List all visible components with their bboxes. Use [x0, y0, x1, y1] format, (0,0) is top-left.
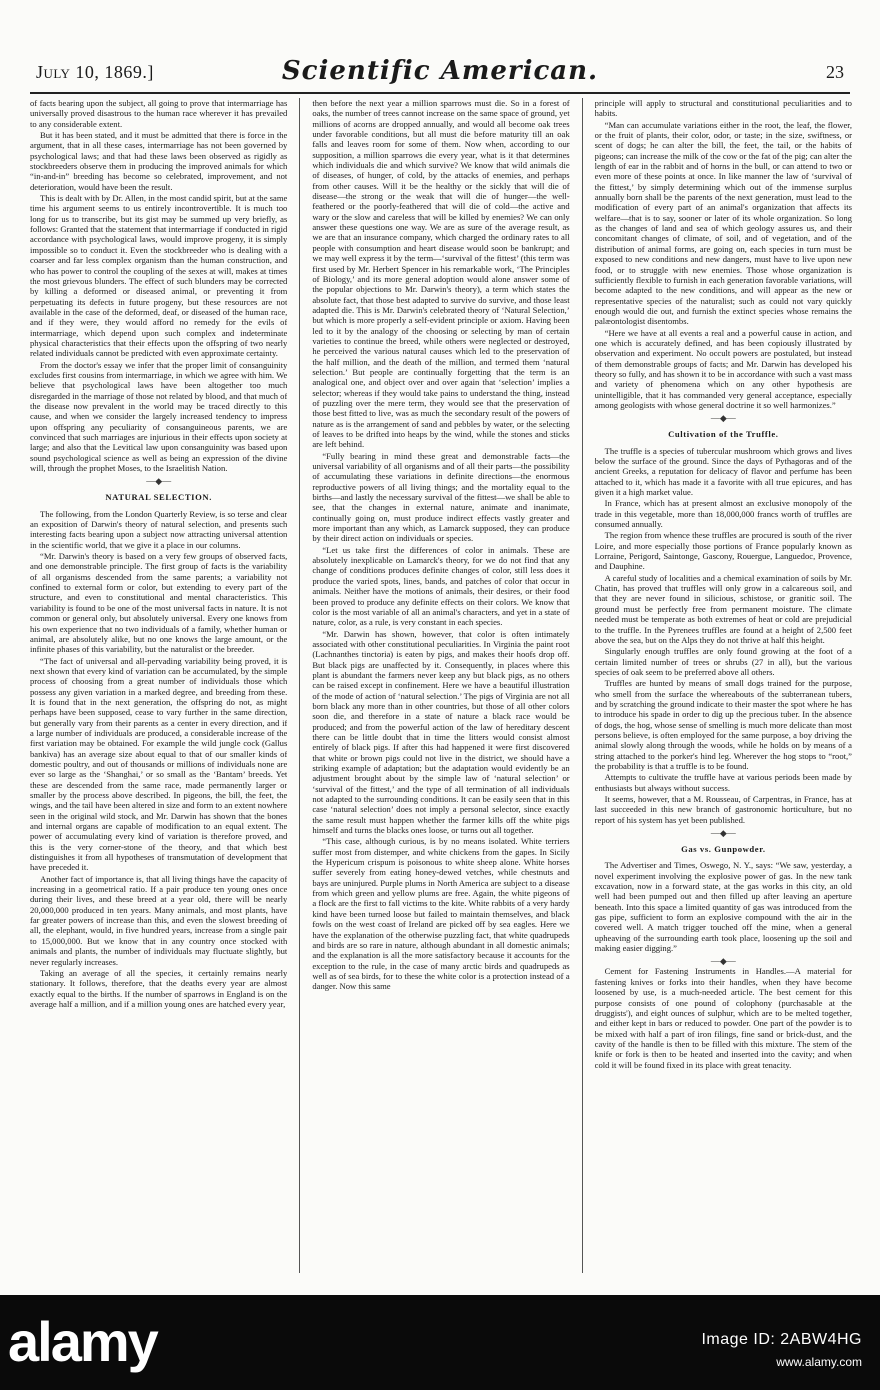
column-3 [595, 98, 852, 1273]
paragraph: From the doctor's essay we infer that the proper limit of consanguinity excludes first cousins from intermarriage, in which we agree with him. We believe that psychological laws have been altogether too much disregarded in the marriage of those not related by blood, and that much of the disease now prevalent in the world may be traced directly to this cause, and when we consider the largely increased tendency to impress upon offspring any peculiarity of consanguineous parents, we are convinced that such marriages are injurious in their effects upon society at large; and also that the Levitical law upon consanguinity was based upon sound psychological science as well as being an expression of the divine will, through the prophet Moses, to the Israelitish Nation. [30, 359, 288, 474]
site-url-label: www.alamy.com [776, 1355, 862, 1369]
section-ornament: —◆— [146, 476, 172, 487]
paragraph: Truffles are hunted by means of small dogs trained for the purpose, who smell from the surface the whereabouts of the subterranean tubers, and by scratching the ground indicate to their master the spot where he has to introduce his spade in order to dig up the precious tuber. In the absence of dogs, the hog, whose sense of smelling is much more delicate than most persons believe, is often employed for the same purpose, a boy driving the animal slowly along through the woods, while he holds on by means of a string attached to the porker's hind leg. Wherever the hog stops to “root,” the probability is that a truffle is to be found. [594, 678, 852, 771]
image-id-label: Image ID: 2ABW4HG [701, 1331, 862, 1348]
alamy-logo: alamy [8, 1310, 157, 1373]
paragraph: A careful study of localities and a chemical examination of soils by Mr. Chatin, has proved that truffles will only grow in a calcareous soil, and that they are never found in silicious, schistose, or granitic soil. The ground must be perfectly free from permanent moisture. The climate needed must be temperate as both extremes of heat or cold are prejudicial to the truffle. In the Pyrenees truffles are found at a height of 2,500 feet above the sea, but on the Alps they do not thrive at half this height. [594, 572, 852, 645]
section-heading-truffle: Cultivation of the Truffle. [668, 429, 779, 440]
section-heading-gas: Gas vs. Gunpowder. [681, 844, 766, 855]
paragraph: The Advertiser and Times, Oswego, N. Y., says: “We saw, yesterday, a novel experiment involving the explosive power of gas. In the new tank excavation, now in a forward state, at the gas works in this city, an old well had been pumped out and then filled up after leaving an aperture beneath. Into this space a limited quantity of gas was introduced from the gas pipe, sufficient to form an explosive compound with the air in the covered well. A match trigger touched off the mine, when a general upheaving of the surrounding earth took place, loosening up the soil and making easier digging.” [594, 860, 852, 954]
section-ornament: —◆— [710, 956, 736, 967]
column-2 [312, 98, 569, 1273]
paragraph: “This case, although curious, is by no means isolated. White terriers suffer most from distemper, and white chickens from the gapes. In Sicily the Hypericum crispum is poisonous to white sheep alone. White horses suffer severely from eating honey-dewed vetches, while chestnuts and bays are uninjured. Purple plums in North America are subject to a disease from which green and yellow plums are free. Again, the white pigeons of a flock are the first to fall victims to the kite. White rabbits of a very hardy kind have been turned loose but failed to maintain themselves, and black fowls on the west coast of Ireland are picked off by sea eagles. Here we have the explanation of the otherwise puzzling fact, that white quadrupeds and birds are so rare in nature, although abundant in all domestic animals; and the explanation is all the more satisfactory because it accounts for the exception to the rule, in the case of many arctic birds and quadrupeds as well as of sea birds, for to these the white color is a protection instead of a danger. Now this same [312, 836, 570, 992]
paragraph: “Mr. Darwin's theory is based on a very few groups of observed facts, and one demonstrable principle. The first group of facts is the variability of all organisms descended from the same parents; a variability not confined to external form or color, but extending to every part of the structure, and even to constitutional and mental characteristics. This variability is found to be one of the most universal facts in nature. It is not common or general only, but absolutely universal. Every one knows from his own experience that no two individuals of a family, whether human or animal, are absolutely alike, but no one knows the large amount, or the infinite phases of this variability, but the naturalist or the breeder. [30, 551, 288, 655]
paragraph: But it has been stated, and it must be admitted that there is force in the argument, that in all these cases, intermarriage has not been governed by psychological laws; and that had these laws been observed as rigidly as stockbreeders observe them in producing the improved animals for which “in-and-in” breeding has become so celebrated, improvement, and not deterioration, would have been the result. [30, 130, 288, 192]
section-ornament: —◆— [710, 413, 736, 424]
paragraph: Cement for Fastening Instruments in Handles.—A material for fastening knives or forks into their handles, when they have become loosened by use, is a much-needed article. The best cement for this purpose consists of one pound of colophony (purchasable at the druggists'), and eight ounces of sulphur, which are to be melted together, and either kept in bars or reduced to powder. One part of the powder is to be mixed with half a part of iron filings, fine sand or brick-dust, and the cavity of the handle is then to be filled with this mixture. The stem of the knife or fork is then to be heated and inserted into the cavity; and when cold it will be found fixed in its place with great tenacity. [594, 966, 852, 1070]
page-number: 23 [826, 62, 844, 82]
column-divider [582, 98, 583, 1273]
paragraph: Attempts to cultivate the truffle have at various periods been made by enthusiasts but always without success. [594, 772, 852, 793]
paragraph: “Fully bearing in mind these great and demonstrable facts—the universal variability of all organisms and of all their parts—the possibility of accumulating these variations in definite directions—the enormous reproductive powers of all living things; and the mortality equal to the births—and lastly the necessary survival of the fittest—we shall be able to see, that the changes in external nature, animate and inanimate, continually going on, must produce indirect effects vastly greater and more important than any which, as Lamarck supposed, they can produce by their direct action on individuals or species. [312, 450, 570, 544]
paragraph: Another fact of importance is, that all living things have the capacity of increasing in a geometrical ratio. If a pair produce ten young ones once during their lives, and these breed at a year old, there will be nearly 20,000,000 produced in ten years. Many animals, and most plants, have far greater powers of increase than this, and even the slowest breeding of all, the elephant, would, in five hundred years, increase from a single pair to 15,000,000. But we know that in any country once stocked with animals and plants, the number of individuals may fluctuate slightly, but never regularly increases. [30, 873, 288, 967]
paragraph: of facts bearing upon the subject, all going to prove that intermarriage has universally proved disastrous to the human race wherever it has prevailed to any considerable extent. [30, 98, 288, 129]
header-rule [30, 92, 850, 94]
paragraph: It seems, however, that a M. Rousseau, of Carpentras, in France, has at last succeeded in this new branch of gastronomic horticulture, but no report of his system has yet been published. [594, 794, 852, 825]
paragraph: “The fact of universal and all-pervading variability being proved, it is next shown that every kind of variation can be accumulated, by the simple process of choosing from a great number of individuals those which possess any given variation in a marked degree, and breeding from these. It is found that in the next generation, the offspring do not, as might perhaps have been supposed, cease to vary further in the same direction, but generally vary from their parents as a center in every direction, and if a large number of individuals are produced, a considerable increase of the first variation may be obtained. For example the wild jungle cock (Gallus bankiva) has an average size about equal to that of our smaller kinds of domestic poultry, and out of thousands or millions of individuals none are ever so large as the ‘Shanghai,’ or so small as the ‘Bantam’ breeds. Yet these are descended from the same race, made permanently larger or smaller by the process above described. In pigeons, the bill, the feet, the wings, and the tail have been altered in size and form to an extent nowhere seen in the original wild stock, and Mr. Darwin has shown that the bones and internal organs are capable of modification to an equal extent. The power of accumulating every kind of variation is therefore proved, and this is the very corner-stone of the theory, and that which best distinguishes it from all hypotheses of transmutation of development that have preceded it. [30, 655, 288, 873]
paragraph: This is dealt with by Dr. Allen, in the most candid spirit, but at the same time his argument seems to us entirely incontrovertible. It is much too long for us to transcribe, but its gist may be summed up very briefly, as follows: Granted that the statement that intermarriage if conducted in rigid accordance with psychological laws, would improve progeny, it is simply impossible so to conduct it. Even the stockbreeder who is dealing with a coarser and far less complex organism than the human construction, and who has power to control the coupling of the sexes at will, makes at times the most grievous blunders. The effect of such blunders may be corrected by killing a deformed or diseased animal, or preventing it from perpetuating its defects in future progeny, but these resources are not available in the case of the deformed, deaf, or diseased of the human race, and if they were, they would afford no remedy for the evils of intermarriage, which depend upon such complex and indeterminate physical characteristics that their effects upon the offspring of two nearly related individuals cannot be predicted with even approximate certainty. [30, 193, 288, 359]
paragraph: The region from whence these truffles are procured is south of the river Loire, and more especially those portions of France popularly known as Lorraine, Perigord, Saintonge, Gascony, Rouergue, Languedoc, Provence, and Dauphine. [594, 530, 852, 572]
page-header [36, 56, 844, 90]
paragraph: “Mr. Darwin has shown, however, that color is often intimately associated with other constitutional peculiarities. In Virginia the paint root (Lachnanthes tinctoria) is eaten by pigs, and makes their hoofs drop off. But black pigs are unaffected by it. Consequently, in places where this plant is abundant the farmers never keep any but black pigs, as no others can be raised except in confinement. Here we have a beautiful illustration of the mode of action of ‘natural selection.’ The pigs of Virginia are not all born black any more than in other countries, but those of all other colors soon die, and therefore in a state of nature a black race would be produced; and from the powerful action of the law of hereditary descent there can be little doubt that in time the litters would consist almost entirely of black pigs. If after this had happened it were first discovered that white or brown pigs could not live in the district, we should have a striking example of adaptation; but the adaptation would evidently be an adjustment brought about by the simple law of ‘natural selection’ or ‘survival of the fittest,’ and the type of all termination of all individuals not adapted to the surrounding conditions. It can be easily seen that in this case ‘natural selection’ does not imply a personal selector, since exactly the same result must happen whether the farmer kills off the white pigs himself and turns the blacks ones loose, or turns out all together. [312, 628, 570, 836]
paragraph: Singularly enough truffles are only found growing at the foot of a certain limited number of trees or shrubs (27 in all), but the various species of oak seem to be preferred above all others. [594, 646, 852, 677]
paragraph: In France, which has at present almost an exclusive monopoly of the trade in this vegetable, more than 18,000,000 francs worth of truffles are consumed annually. [594, 498, 852, 530]
issue-date: July 10, 1869.] [36, 62, 154, 82]
text-columns [30, 98, 852, 1273]
paragraph: The following, from the London Quarterly Review, is so terse and clear an exposition of Darwin's theory of natural selection, and presents such interesting facts bearing upon a subject now attracting universal attention in the scientific world, that we give it a place in our columns. [30, 508, 288, 550]
stock-watermark-band [0, 1295, 880, 1390]
column-1 [30, 98, 287, 1273]
paragraph: Taking an average of all the species, it certainly remains nearly stationary. It follows, therefore, that the deaths every year are almost exactly equal to the births. If the number of sparrows in England is on the average half a million, and if a million young ones are hatched every year, [30, 967, 288, 1009]
column-divider [299, 98, 300, 1273]
paragraph: “Man can accumulate variations either in the root, the leaf, the flower, or the fruit of plants, their color, odor, or taste; in the size, swiftness, or scent of dogs; he can alter the bill, the feet, the tail, or the habits of pigeons; can increase the milk of the cow or the fat of the pig; can alter the length of ear in the rabbit and of horns in the bull, or can attend to two or even more of these points at once. In like manner the law of ‘survival of the fittest,’ by simply determining which out of the immense surplus annually born shall be the parents of the next generation, must lead to the modification of every part of an animal's organization that affects its welfare—that is to say, sooner or later of its whole organization. So long as the changes of land and sea of which geology assures us, and their concomitant changes of climate, of soil, and of vegetation, and of the distribution of animal forms, are going on, each species in turn must be exposed to new conditions and new dangers, must have to live upon new food, or to struggle with new enemies. Those whose organization is sufficiently flexible to furnish in each generation favorable variations, will become adapted to the new conditions, and will appear as the new or representative species of the naturalist; such as could not vary quickly enough would die out, and furnish the extinct species whose remains the palæontologist disentombs. [594, 119, 852, 327]
section-heading-natural-selection: NATURAL SELECTION. [105, 492, 212, 503]
paragraph: then before the next year a million sparrows must die. So in a forest of oaks, the number of trees cannot increase on the same space of ground, yet millions of acorns are dropped annually, and would all become oak trees under favorable conditions, but all must die before maturity till an oak falls and leaves room for some of them. Now when, according to our supposition, a million sparrows die every year, what is it that determines which individuals die and which survive? We know that wild animals die of diseases, of hunger, of cold, by the attacks of enemies, and perhaps from other causes. Will it be the healthy or the sickly that will die of disease—the strong or the weak that will die of hunger—the well-feathered or the poorly-feathered that will die of cold—the active and wary or the slow and careless that will be killed by enemies? We can only answer these questions one way. We are as sure of the average result, as we are that an insurance company, which charged the ordinary rates to all people with consumption and heart disease would soon be bankrupt; and we may well express it by the term—‘survival of the fittest’ (this term was first used by Mr. Herbert Spencer in his remarkable work, ‘The Principles of Biology,’ and its more general adoption would alone answer some of the popular objections to Mr. Darwin's theory), a term which states the absolute fact, that those best adapted to survive do survive, and those least adapted die. This is Mr. Darwin's celebrated theory of ‘Natural Selection,’ but which is more properly a self-evident principle or axiom. Having been led to it by the analogy of the choosing or selecting by man of certain varieties to continue the breed, while others were neglected or destroyed, he perceived the various natural causes which led to the preservation of the half million, and the death of the million, and termed them ‘natural selection.’ But people are continually forgetting that the term is an analogical one, and object over and over again that ‘selection’ implies a selector; whereas if they would take pains to understand the thing, instead of puzzling over the mere term, they would see that the preservation of those best fitted to live, was as much the secondary result of the powers of nature as is the arrangement of sand and pebbles by water, or the selecting of leaves to be drifted into heaps by the wind, while the stones and sticks are left behind. [312, 98, 570, 450]
masthead-title: Scientific American. [281, 56, 599, 86]
paragraph: “Here we have at all events a real and a powerful cause in action, and one which is accurately defined, and has been copiously illustrated by observation and experiment. No occult powers are postulated, but instead of them demonstrable groups of facts; and Mr. Darwin has developed his theory so fully, and has shown it to be in accordance with such a vast mass and variety of phenomena which on any other hypothesis are unintelligible, that it has commanded very general acceptance, especially among geologists with whose general doctrine it so well harmonizes.” [594, 327, 852, 410]
paragraph: The truffle is a species of tubercular mushroom which grows and lives below the surface of the ground. Since the days of Pythagoras and of the ancient Greeks, a reputation for delicacy of flavor and perfume has been attached to it, which has made it a favorite with all true epicures, and has given it a high market value. [594, 445, 852, 498]
section-ornament: —◆— [710, 828, 736, 839]
paragraph: principle will apply to structural and constitutional peculiarities and to habits. [594, 98, 852, 119]
paragraph: “Let us take first the differences of color in animals. These are absolutely inexplicable on Lamarck's theory, for we do not find that any change of conditions produces definite changes of color, still less does it produce the varied spots, lines, bands, and patches of color that occur in animals. Neither have the motions of animals, their desires, or their food been proved to produce any definite effects on their colors. We know that color is the most variable of all an animal's characters, and yet in a state of nature, color, as a rule, is very constant in each species. [312, 544, 570, 628]
